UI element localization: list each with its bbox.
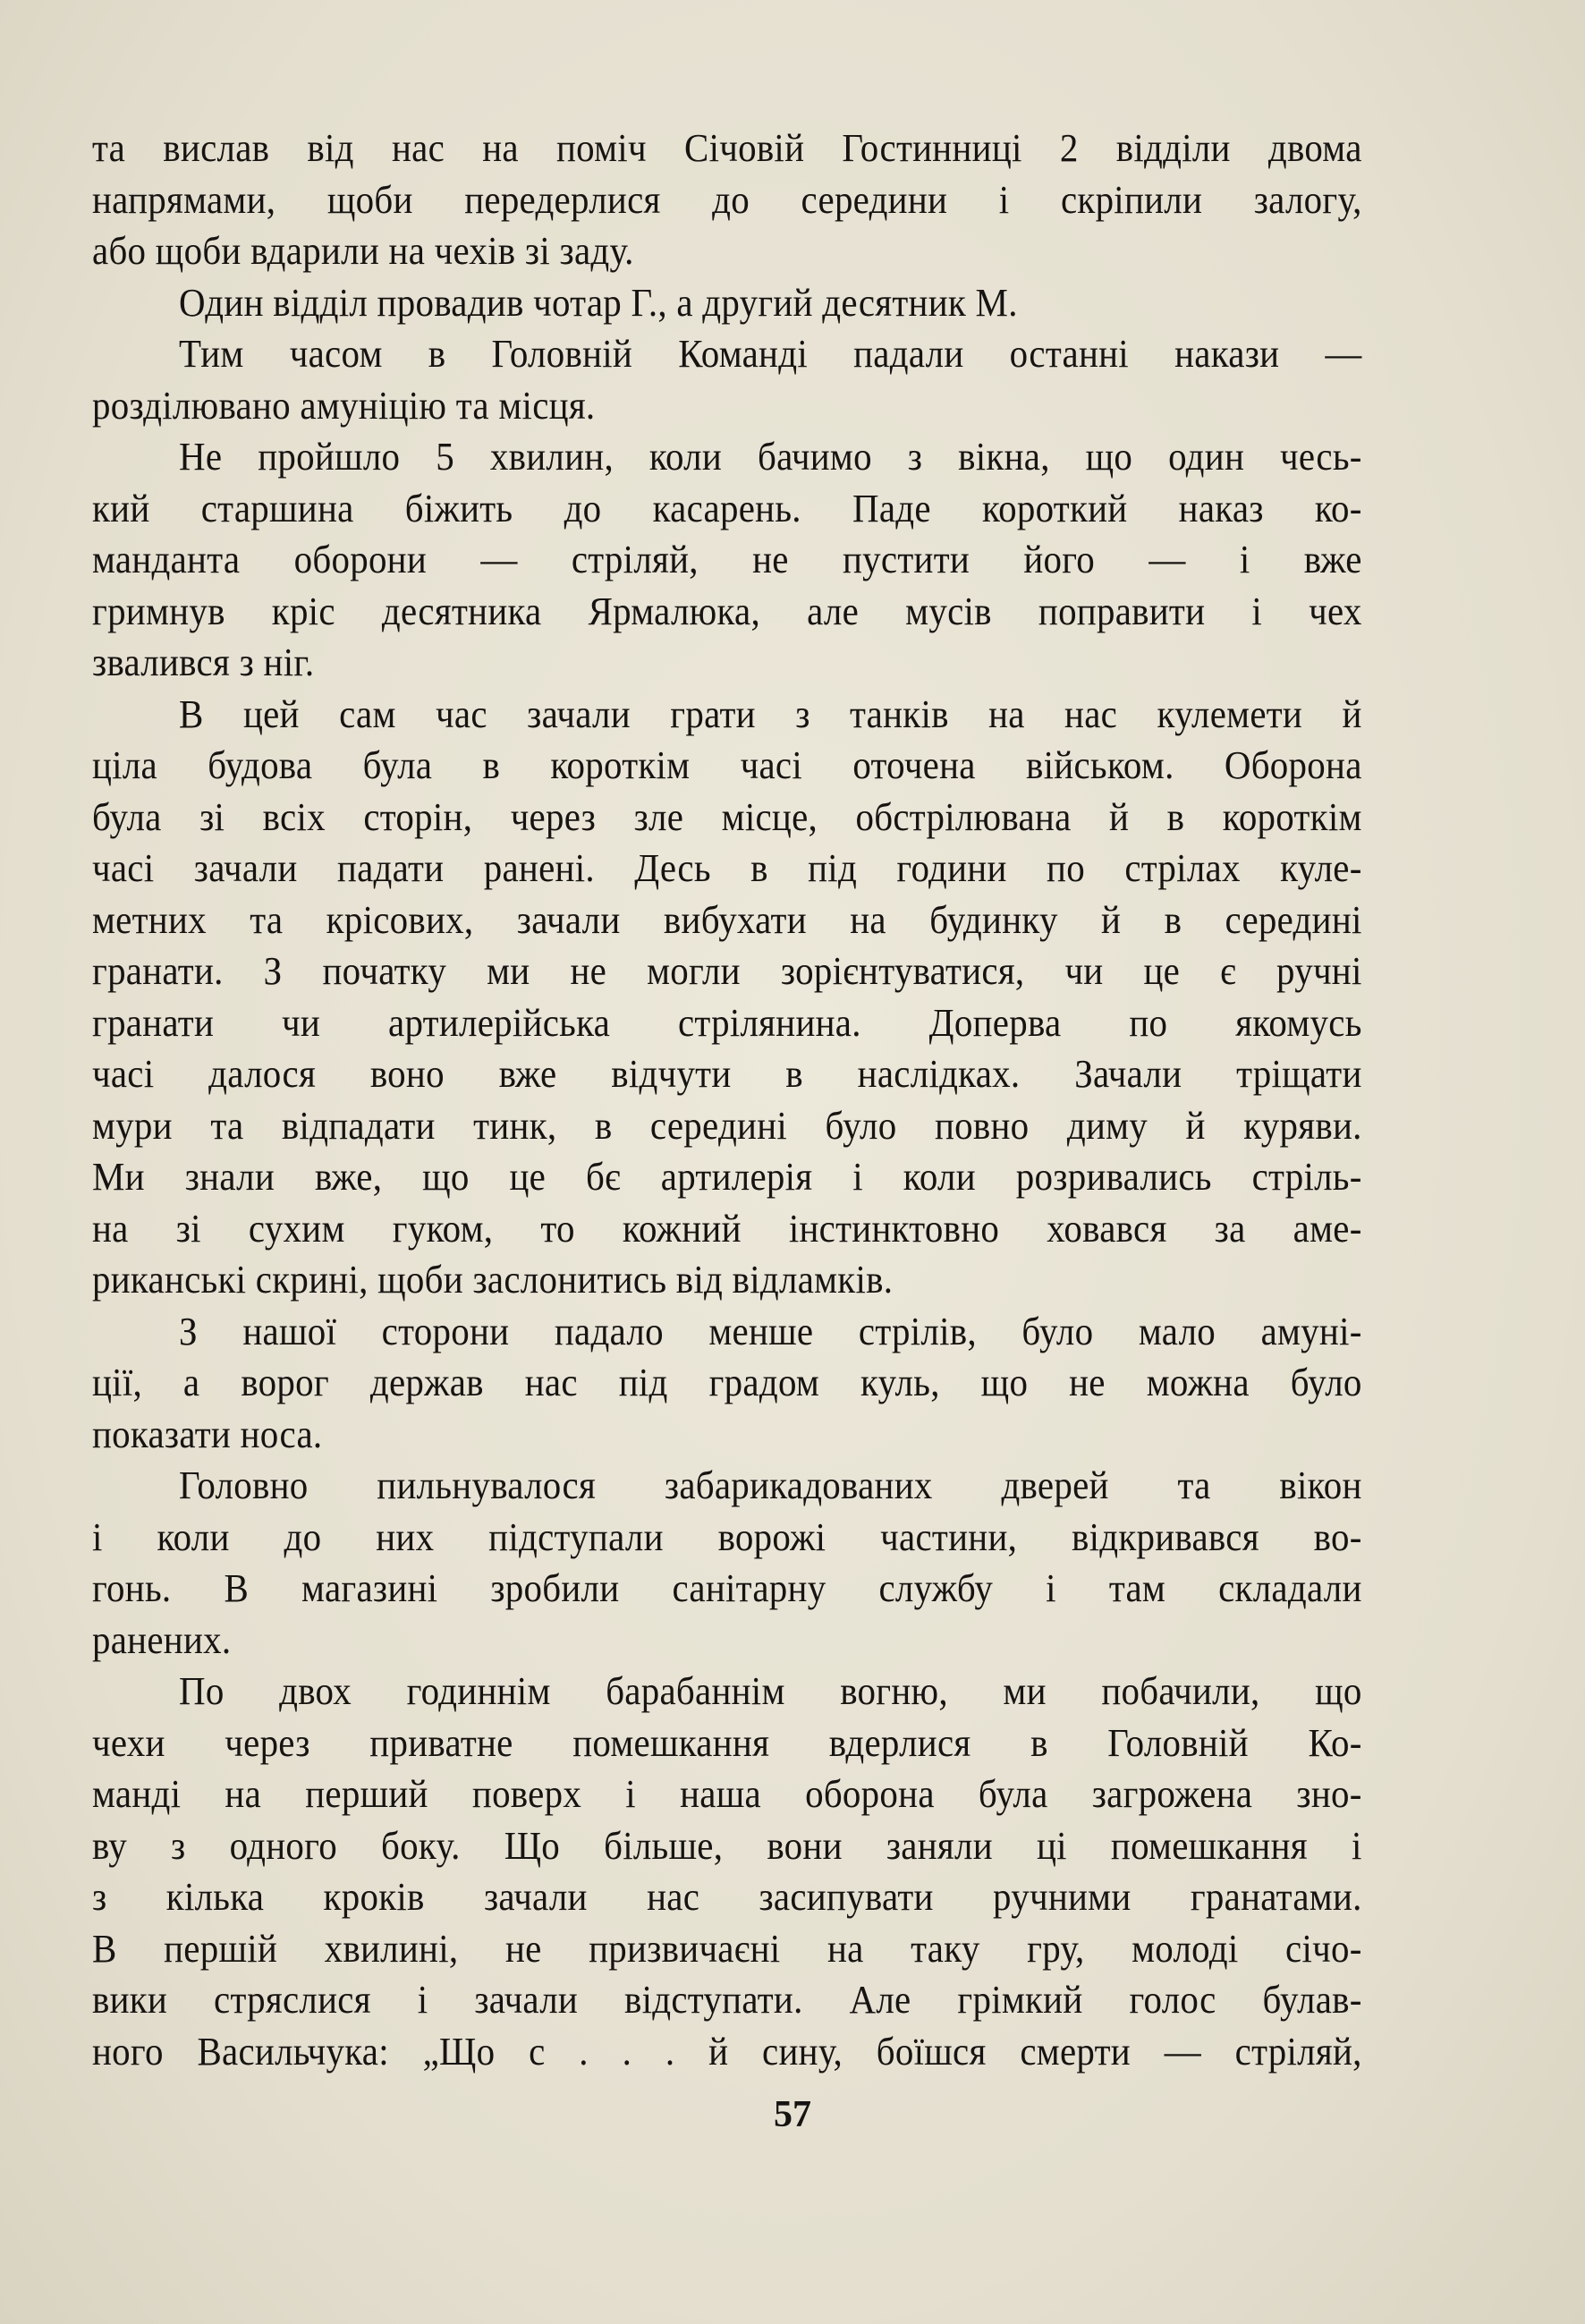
text-line	[92, 1410, 1362, 1460]
text-line-content: По двох годиннім барабаннім вогню, ми побачили, що	[179, 1669, 1362, 1713]
text-line-content: розділювано амуніцію та місця.	[92, 383, 596, 428]
text-line	[92, 793, 1362, 843]
text-line-content: манданта оборони — стріляй, не пустити його — і вже	[92, 538, 1362, 581]
text-line-content: метних та крісових, зачали вибухати на будинку й в середині	[92, 897, 1362, 942]
text-line-content: Один відділ провадив чотар Г., а другий десятник М.	[179, 280, 1018, 325]
text-line	[92, 1975, 1362, 2025]
text-line	[92, 1872, 1362, 1922]
text-line-content: манді на перший поверх і наша оборона була загрожена зно-	[92, 1772, 1362, 1816]
text-line	[92, 946, 1362, 997]
text-line	[179, 1307, 1362, 1357]
text-line-content: часі далося воно вже відчути в наслідках. Зачали тріщати	[92, 1052, 1362, 1096]
text-line	[92, 1616, 1362, 1666]
text-line-content: Тим часом в Головній Команді падали останні накази —	[179, 332, 1362, 376]
text-line	[92, 1564, 1362, 1614]
text-line	[92, 226, 1362, 276]
text-line-content: або щоби вдарили на чехів зі заду.	[92, 229, 634, 273]
text-line-content: мури та відпадати тинк, в середині було повно диму й куряви.	[92, 1103, 1362, 1148]
text-line-content: кий старшина біжить до касарень. Паде короткий наказ ко-	[92, 486, 1362, 530]
text-line	[92, 1718, 1362, 1768]
text-line-content: ранених.	[92, 1617, 232, 1662]
text-line-content: гранати. З початку ми не могли зорієнтуватися, чи це є ручні	[92, 949, 1362, 993]
text-line-content: риканські скрині, щоби заслонитись від відламків.	[92, 1258, 894, 1302]
text-line-content: звалився з ніг.	[92, 640, 315, 684]
text-line	[92, 2027, 1362, 2077]
text-line	[92, 587, 1362, 637]
text-line-content: гонь. В магазині зробили санітарну службу і там складали	[92, 1566, 1362, 1610]
text-line-content: З нашої сторони падало менше стрілів, було мало амуні-	[179, 1309, 1362, 1353]
text-line	[92, 484, 1362, 534]
text-line-content: і коли до них підступали ворожі частини, відкривався во-	[92, 1514, 1362, 1559]
text-line	[92, 741, 1362, 791]
text-line	[92, 535, 1362, 585]
text-line	[92, 1924, 1362, 1974]
text-line	[179, 278, 1362, 328]
text-line	[179, 432, 1362, 482]
text-line	[92, 175, 1362, 225]
text-line-content: була зі всіх сторін, через зле місце, обстрілювана й в короткім	[92, 794, 1362, 839]
text-line	[92, 1821, 1362, 1871]
text-line	[92, 1255, 1362, 1305]
text-line-content: Не пройшло 5 хвилин, коли бачимо з вікна, що один чесь-	[179, 435, 1362, 479]
text-line-content: ву з одного боку. Що більше, вони заняли ці помешкання і	[92, 1823, 1362, 1868]
text-line-content: чехи через приватне помешкання вдерлися в Головній Ко-	[92, 1720, 1362, 1765]
text-line-content: вики стряслися і зачали відступати. Але грімкий голос булав-	[92, 1978, 1362, 2022]
text-line	[179, 329, 1362, 379]
text-line-content: Головно пильнувалося забарикадованих дверей та вікон	[179, 1463, 1362, 1507]
text-line	[92, 1513, 1362, 1563]
text-line-content: часі зачали падати ранені. Десь в під години по стрілах куле-	[92, 846, 1362, 890]
text-line-content: та вислав від нас на поміч Січовій Гостинниці 2 відділи двома	[92, 126, 1362, 170]
text-line	[92, 123, 1362, 174]
text-line	[92, 1204, 1362, 1254]
text-line	[179, 1461, 1362, 1511]
text-line	[92, 998, 1362, 1048]
text-line-content: ного Васильчука: „Що с . . . й сину, боїшся смерти — стріляй,	[92, 2029, 1362, 2074]
text-line	[179, 690, 1362, 740]
text-line-content: з кілька кроків зачали нас засипувати ручними гранатами.	[92, 1875, 1362, 1919]
text-line-content: В цей сам час зачали грати з танків на нас кулемети й	[179, 691, 1362, 736]
page-number: 57	[774, 2094, 811, 2135]
text-line-content: В першій хвилині, не призвичаєні на таку гру, молоді січо-	[92, 1926, 1362, 1971]
text-line	[92, 1049, 1362, 1099]
text-line	[92, 381, 1362, 431]
text-line	[92, 1769, 1362, 1819]
text-line-content: показати носа.	[92, 1412, 323, 1456]
text-line-content: ціла будова була в короткім часі оточена військом. Оборона	[92, 743, 1362, 787]
text-line-content: ції, а ворог держав нас під градом куль, що не можна було	[92, 1361, 1362, 1404]
text-line-content: гримнув кріс десятника Ярмалюка, але мусів поправити і чех	[92, 589, 1362, 633]
text-line-content: на зі сухим гуком, то кожний інстинктовно ховався за аме-	[92, 1206, 1362, 1251]
text-line-content: Ми знали вже, що це бє артилерія і коли розривались стріль-	[92, 1155, 1362, 1199]
text-line	[92, 895, 1362, 946]
text-line	[92, 1358, 1362, 1408]
text-line	[92, 1101, 1362, 1151]
text-line	[92, 638, 1362, 688]
text-line	[92, 844, 1362, 894]
text-line-content: напрямами, щоби передерлися до середини і скріпили залогу,	[92, 177, 1362, 222]
text-line-content: гранати чи артилерійська стрілянина. Доперва по якомусь	[92, 1000, 1362, 1045]
text-line	[179, 1667, 1362, 1717]
text-line	[92, 1152, 1362, 1202]
